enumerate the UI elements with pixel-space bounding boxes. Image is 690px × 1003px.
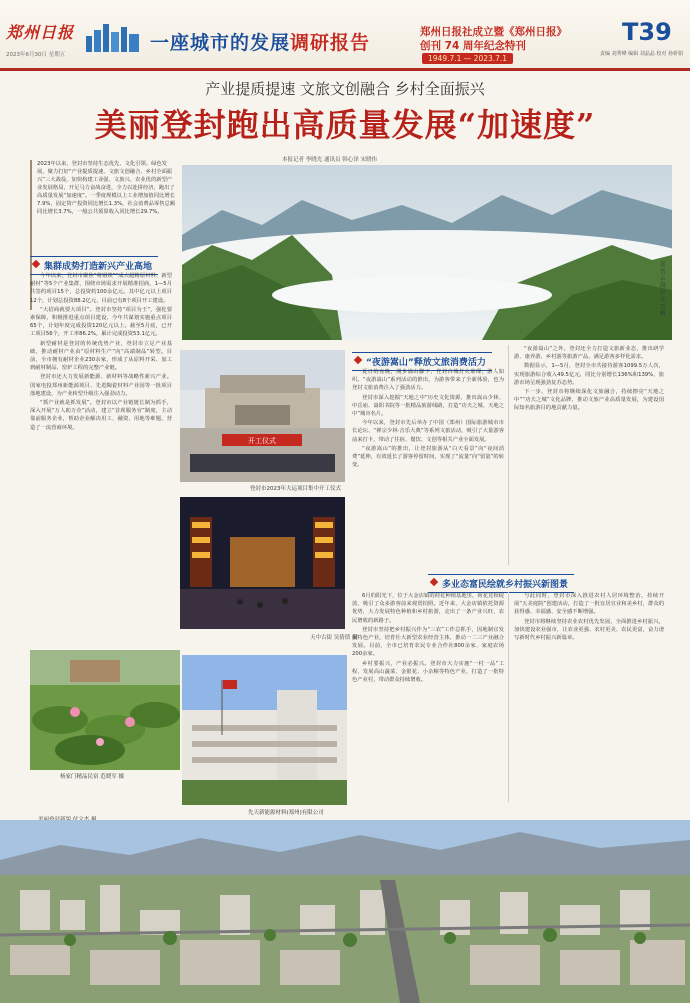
hero-photo-caption: 嵩岳云海 付文杰 摄 <box>660 262 666 317</box>
caption-factory: 先天新能源材料(郑州)有限公司 <box>248 810 324 816</box>
section-2-paragraph: 夏日的夜晚，漫步嵩山脚下，登封古城灯火璀璨，游人如织。“夜游嵩山”系列活动的推出，为游客带来了全新体验，也为登封文旅消费注入了强劲活力。 <box>352 369 504 392</box>
caption-night: 天中古街 吴倩倩 摄 <box>310 635 358 641</box>
section-2-body-col1 <box>352 368 504 560</box>
skyline-icon <box>84 22 144 52</box>
section-1-body <box>30 272 172 648</box>
banner-title <box>150 28 370 55</box>
section-1-heading: 集群成势打造新兴产业高地 <box>30 256 158 275</box>
banner-title-highlight: 调研报告 <box>290 32 371 54</box>
section-3-body-col2 <box>514 592 664 802</box>
photo-city-panorama <box>0 820 690 1003</box>
editor-credits: 责编 刘秀峰 编辑 刘晶晶 校对 孙妍娟 <box>600 51 683 57</box>
section-2-heading: “夜游嵩山”释放文旅消费活力 <box>352 352 492 371</box>
section-1-paragraph: 登封市还大力发展新能源、新材料等战略性新兴产业。国家电投郑州新能源项目、先进陶瓷材料产业园等一批项目落地建设，为产业转型升级注入强劲动力。 <box>30 374 172 397</box>
section-3-body-col1 <box>352 592 504 802</box>
hero-photo-mountain-clouds <box>182 165 672 340</box>
caption-lotus: 杨家门精品民宿 范晓军 摄 <box>60 774 124 780</box>
subheadline: 产业提质提速 文旅文创融合 乡村全面振兴 <box>205 80 485 98</box>
section-2-paragraph: “夜游嵩山”的推出，让登封旅游从“白天看景”向“夜间消费”延伸，有效延长了游客停留时间，实现了“流量”向“留量”的转变。 <box>352 445 504 469</box>
photo-museum-ceremony <box>180 350 345 482</box>
section-3-paragraph: 6月的阳光下，位于大金店镇的荷花种植基地里，荷花竞相绽放，吸引了众多游客前来观赏拍照。近年来，大金店镇依托资源优势，大力发展特色种植和乡村旅游，走出了一条产业兴旺、农民增收的新路子。 <box>352 593 504 624</box>
section-1-paragraph: “大招商就要大项目”。登封市坚持“项目为王”，强化要素保障，积极推进重点项目建设，今年共谋划实施重点项目65个，计划年度完成投资120亿元以上。截至5月底，已开工项目56个，开工率86.2%，累计完成投资53.1亿元。 <box>30 306 172 338</box>
section-3-paragraph: 登封市坚持把乡村振兴作为“三农”工作总抓手，因地制宜发展特色产业，培育壮大新型农业经营主体，推动一二三产业融合发展。目前，全市已培育农民专业合作社800余家、家庭农场200余家。 <box>352 626 504 658</box>
caption-museum: 登封市2023年大运项目集中开工仪式 <box>250 486 341 492</box>
section-2-paragraph: 今年以来，登封市先后举办了中国（郑州）国际旅游城市市长论坛、“禅宗少林·音乐大典”等系列文旅活动，吸引了大量游客前来打卡，带动了住宿、餐饮、文创等相关产业全面发展。 <box>352 420 504 443</box>
lead-text: 2023年以来，登封市坚持生态优先、文化引领、绿色发展，聚力打好“产业提质提速、文旅文创融合、乡村全面振兴”三大战役，加快构建工业强、文旅兴、农业优的新型产业发展格局，开足马力奋战奋进，全力以赴拼经济，跑出了高质量发展“加速度”。一季度规模以上工业增加值同比增长7.9%，固定资产投资同比增长1.3%，社会消费品零售总额同比增长3.7%，一般公共预算收入同比增长29.7%。 <box>37 161 176 215</box>
page-title: 美丽登封跑出高质量发展“加速度” <box>94 106 596 144</box>
section-2-paragraph: 数据显示，1—5月，登封全市共接待游客1099.5万人次，实现旅游综合收入49.5亿元，同比分别增长136%和139%，旅游市场呈现强劲复苏态势。 <box>514 363 664 386</box>
banner-title-pre: 一座城市的发展 <box>150 32 291 54</box>
anniversary-line-2: 创刊 74 周年纪念特刊 <box>420 40 526 52</box>
issue-date: 2023年6月30日 星期五 <box>6 52 66 58</box>
newspaper-logo: 郑州日报 <box>6 23 75 42</box>
byline: 本报记者 李晓光 通讯员 韩心泽 宋晓伟 <box>282 157 377 163</box>
column-divider <box>508 345 509 565</box>
section-3-paragraph: 登封市将继续坚持农业农村优先发展，全面推进乡村振兴，加快建设农业强市，让农业更强、农村更美、农民更富，奋力谱写新时代乡村振兴新篇章。 <box>514 618 664 642</box>
section-2-paragraph: 登封市深入挖掘“天地之中”历史文化资源，推出嵩山少林、中岳庙、嵩阳书院等一批精品旅游线路，打造“功夫之城、天地之中”城市名片。 <box>352 394 504 418</box>
anniversary-years: 1949.7.1 — 2023.7.1 <box>422 53 513 64</box>
section-3-paragraph: 乡村要振兴，产业必振兴。登封市大力实施“一村一品”工程，发展高山蔬菜、金银花、小杂粮等特色产业，打造了一批特色产业村，带动群众持续增收。 <box>352 660 504 684</box>
ceremony-sign: 开工仪式 <box>248 437 276 445</box>
section-2-paragraph: “夜游嵩山”之外，登封还全力打造文旅新业态，推出研学游、康养游、乡村游等旅游产品，满足游客多样化需求。 <box>514 346 664 361</box>
section-3-heading: 多业态富民绘就乡村振兴新图景 <box>428 574 574 593</box>
page-number: T39 <box>622 18 672 46</box>
section-3-paragraph: 与此同时，登封市深入推进农村人居环境整治，持续开展“五美庭院”创建活动，打造了一批宜居宜业和美乡村，群众的获得感、幸福感、安全感不断增强。 <box>514 593 664 616</box>
section-1-paragraph: 今年以来，登封市聚焦“将钢铁”“成大超精原材料、新型耐材”等5个产业集群，围绕市场需求开展精准招商，1—5月共签约项目15个，总投资约100余亿元。其中亿元以上项目12个，计划总投资88.2亿元，目前已有8个项目开工建设。 <box>30 273 172 304</box>
section-2-body-col2 <box>514 345 664 560</box>
section-1-paragraph: “抓产业就是抓发展”。登封市以产业链链长制为抓手，深入开展“万人助万企”活动，建立“首席服务官”制度，主动靠前服务企业，帮助企业解决用工、融资、用地等难题，营造了一流营商环境。 <box>30 400 172 431</box>
photo-factory-building <box>182 655 347 805</box>
anniversary-line-1: 郑州日报社成立暨《郑州日报》 <box>420 26 567 38</box>
photo-lotus-pond <box>30 650 180 770</box>
section-2-paragraph: 下一步，登封市将继续深化文旅融合，持续擦亮“天地之中”“功夫之城”文化品牌，推动文旅产业高质量发展，为建设国际知名旅游目的地贡献力量。 <box>514 389 664 412</box>
section-1-paragraph: 新型耐材是登封的传统优势产业，登封市立足产业基础，推动耐材产业由“原材料生产”向“高端制品”转型。目前，全市拥有耐材企业230余家，形成了从原料开采、加工到耐材制品、窑炉工程的完整产业链。 <box>30 340 172 372</box>
photo-night-street <box>180 497 345 629</box>
column-divider <box>508 592 509 802</box>
